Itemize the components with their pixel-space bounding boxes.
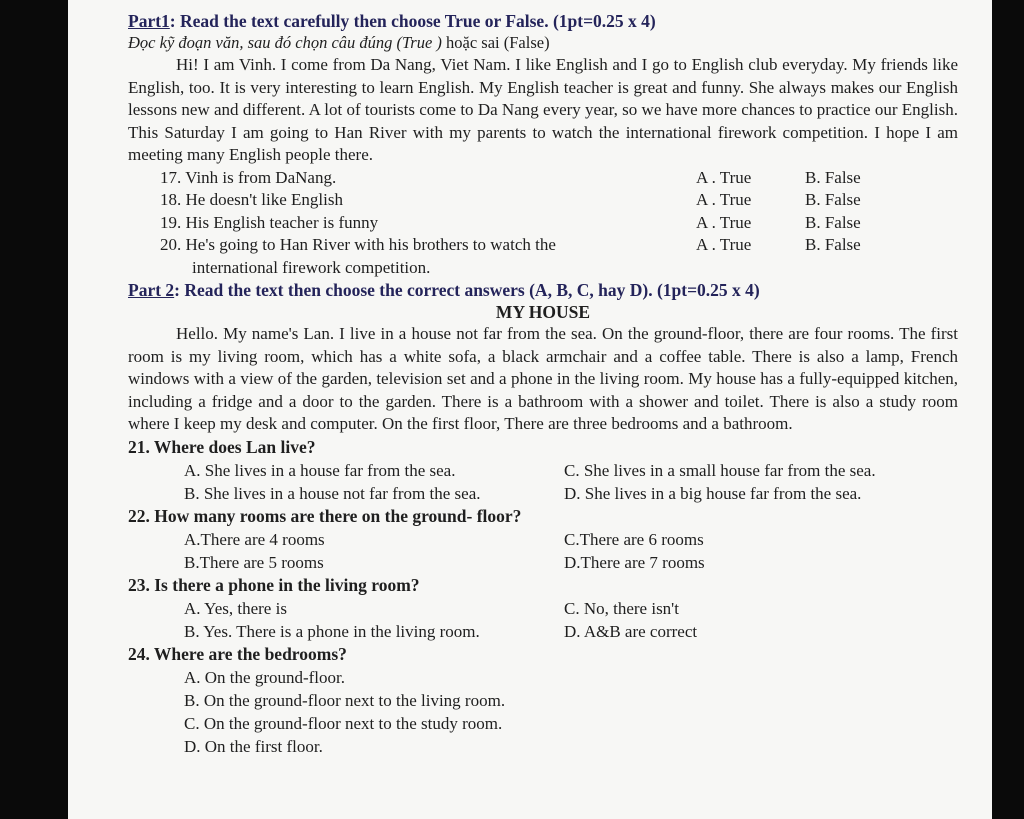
options-row	[128, 482, 958, 505]
tf-question-20-continuation: international firework competition.	[192, 257, 431, 277]
option-a: A.There are 4 rooms	[184, 529, 325, 549]
part2-label: Part 2	[128, 280, 175, 300]
question-24: 24. Where are the bedrooms?	[128, 643, 347, 664]
part2-heading	[128, 279, 958, 301]
option-d: D. On the first floor.	[184, 736, 323, 756]
part2-instruction: : Read the text then choose the correct answers (A, B, C, hay D). (1pt=0.25 x 4)	[174, 280, 760, 300]
option-b: B. Yes. There is a phone in the living room.	[184, 621, 480, 641]
part2-passage-text: Hello. My name's Lan. I live in a house not far from the sea. On the ground-floor, there are four rooms. The first room is my living room, which has a white sofa, a black armchair and a coffee table. There is also a lamp, French windows with a view of the garden, television set and a phone in the living room. My house has a fully-equipped kitchen, including a fridge and a door to the garden. There is a bathroom with a shower and toilet. There is also a study room where I keep my desk and computer. On the first floor, There are three bedrooms and a bathroom.	[128, 324, 958, 433]
tf-question-19	[128, 212, 958, 235]
option-d: D. She lives in a big house far from the sea.	[564, 483, 862, 503]
option-c: C.There are 6 rooms	[564, 529, 704, 549]
option-b: B. False	[805, 167, 861, 187]
tf-question-20	[128, 234, 958, 257]
option-c: C. She lives in a small house far from the sea.	[564, 460, 876, 480]
options-row	[128, 459, 958, 482]
option-b: B. False	[805, 212, 861, 232]
part1-passage	[128, 54, 958, 167]
part1-subheading	[128, 32, 958, 54]
option-d: D. A&B are correct	[564, 621, 698, 641]
question-text: 18. He doesn't like English	[160, 190, 343, 209]
options-row	[128, 620, 958, 643]
option-b: B.There are 5 rooms	[184, 552, 324, 572]
part1-heading	[128, 10, 958, 32]
option-c: C. On the ground-floor next to the study room.	[184, 713, 503, 733]
question-text: 20. He's going to Han River with his brothers to watch the	[160, 235, 556, 254]
option-a: A . True	[696, 235, 752, 254]
tf-question-17	[128, 167, 958, 190]
option-a: A . True	[696, 190, 752, 209]
option-b: B. She lives in a house not far from the sea.	[184, 483, 481, 503]
part1-subheading-normal: hoặc sai (False)	[441, 33, 550, 52]
tf-question-18	[128, 189, 958, 212]
option-c: C. No, there isn't	[564, 598, 679, 618]
part1-passage-text: Hi! I am Vinh. I come from Da Nang, Viet Nam. I like English and I go to English club everyday. My friends like English, too. It is very interesting to learn English. My English teacher is great and funny. She always makes our English lessons new and different. A lot of tourists come to Da Nang every year, so we have more chances to practice our English. This Saturday I am going to Han River with my parents to watch the international firework competition. I hope I am meeting many English people there.	[128, 55, 958, 164]
option-a: A. She lives in a house far from the sea.	[184, 460, 456, 480]
option-b: B. False	[805, 190, 861, 209]
option-d: D.There are 7 rooms	[564, 552, 705, 572]
question-23: 23. Is there a phone in the living room?	[128, 574, 420, 595]
worksheet-page	[68, 0, 992, 819]
question-text: 19. His English teacher is funny	[160, 212, 379, 232]
option-a: A . True	[696, 167, 752, 187]
option-a: A. On the ground-floor.	[184, 667, 346, 687]
part1-subheading-italic: Đọc kỹ đoạn văn, sau đó chọn câu đúng (True )	[128, 33, 442, 52]
part1-label: Part1	[128, 11, 170, 31]
options-row	[128, 551, 958, 574]
question-text: 17. Vinh is from DaNang.	[160, 167, 337, 187]
option-a: A. Yes, there is	[184, 598, 287, 618]
worksheet-content	[128, 10, 958, 758]
options-row	[128, 597, 958, 620]
part1-instruction: : Read the text carefully then choose True or False. (1pt=0.25 x 4)	[169, 11, 656, 31]
part2-passage	[128, 323, 958, 436]
options-row	[128, 528, 958, 551]
passage-title: MY HOUSE	[495, 302, 591, 322]
question-21: 21. Where does Lan live?	[128, 436, 316, 457]
option-b: B. False	[805, 235, 861, 254]
option-a: A . True	[696, 212, 752, 232]
option-b: B. On the ground-floor next to the living room.	[184, 690, 506, 710]
question-22: 22. How many rooms are there on the ground- floor?	[128, 505, 522, 526]
